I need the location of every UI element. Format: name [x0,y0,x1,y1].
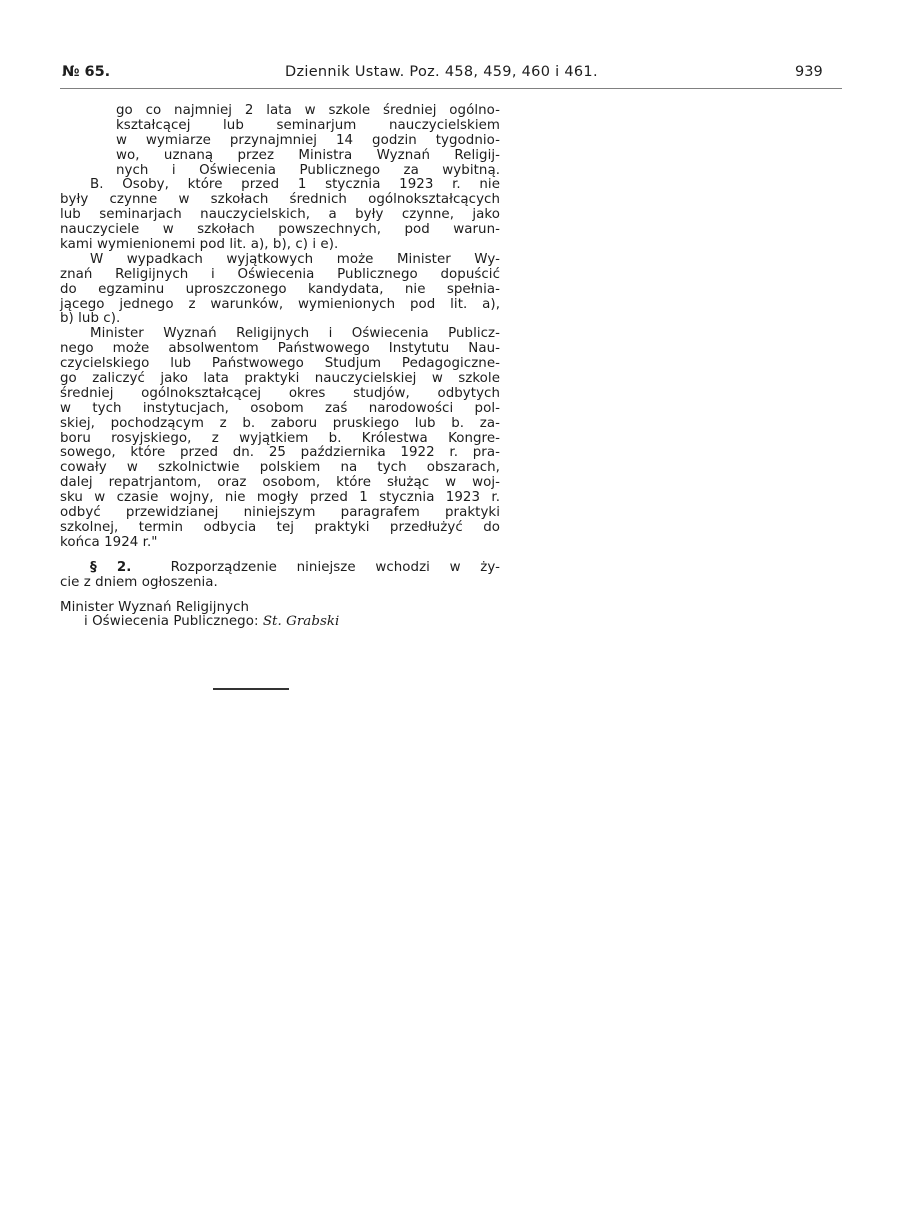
signature-title: Minister Wyznań Religijnych [60,599,250,615]
paragraph-b [60,178,500,252]
text-line: czycielskiego lub Państwowego Studjum Pedagogiczne- [60,356,500,372]
page-number: 939 [795,64,823,80]
section-2 [60,561,500,591]
text-line: go zaliczyć jako lata praktyki nauczycielskiej w szkole [60,371,500,387]
text-line: znań Religijnych i Oświecenia Publicznego dopuścić [60,266,500,282]
text-line: nauczyciele w szkołach powszechnych, pod warun- [60,222,500,238]
text-column [60,104,500,630]
text-line: w wymiarze przynajmniej 14 godzin tygodnio- [116,132,500,148]
signature-block [60,601,500,631]
text-line: go co najmniej 2 lata w szkole średniej ogólno- [116,103,500,118]
text-line: średniej ogólnokształcącej okres studjów, odbytych [60,385,500,401]
text-line: sku w czasie wojny, nie mogły przed 1 stycznia 1923 r. [60,490,500,506]
end-divider [213,688,289,690]
text-line: boru rosyjskiego, z wyjątkiem b. Królestwa Kongre- [60,430,500,446]
text-line: b) lub c). [60,311,121,327]
text-line: jącego jednego z warunków, wymienionych pod lit. a), [60,296,500,312]
text-line: Minister Wyznań Religijnych i Oświecenia Publicz- [90,326,500,342]
text-line: kształcącej lub seminarjum nauczycielskiem [116,117,500,133]
journal-title: Dziennik Ustaw. Poz. 458, 459, 460 i 461. [285,64,598,80]
text-line: B. Osoby, które przed 1 stycznia 1923 r. nie [90,177,500,193]
continuation-paragraph [60,104,500,178]
section-text: Rozporządzenie niniejsze wchodzi w ży- [170,559,500,575]
text-line: cie z dniem ogłoszenia. [60,574,218,590]
signature-line [60,615,500,630]
page-header [0,62,903,86]
text-line: w tych instytucjach, osobom zaś narodowości pol- [60,400,500,416]
signatory-name: St. Grabski [262,614,340,630]
text-line [60,561,500,576]
section-label: § 2. [90,559,132,575]
text-line: kami wymienionemi pod lit. a), b), c) i e). [60,237,339,253]
text-line: nych i Oświecenia Publicznego za wybitną. [116,162,500,178]
paragraph-minister [60,327,500,550]
paragraph-exceptions [60,253,500,327]
text-line: W wypadkach wyjątkowych może Minister Wy- [90,251,500,267]
issue-number: № 65. [62,64,111,80]
text-line: odbyć przewidzianej niniejszym paragrafem praktyki [60,505,500,521]
spacer [60,591,500,601]
text-line: były czynne w szkołach średnich ogólnokształcących [60,192,500,208]
text-line: końca 1924 r." [60,534,158,550]
text-line: do egzaminu uproszczonego kandydata, nie spełnia- [60,281,500,297]
header-divider [60,88,842,89]
text-line: nego może absolwentom Państwowego Instytutu Nau- [60,341,500,357]
text-line: dalej repatrjantom, oraz osobom, które służąc w woj- [60,475,500,491]
text-line: lub seminarjach nauczycielskich, a były czynne, jako [60,207,500,223]
signature-office: i Oświecenia Publicznego: [84,614,259,630]
text-line: szkolnej, termin odbycia tej praktyki przedłużyć do [60,519,500,535]
text-line: sowego, które przed dn. 25 października 1922 r. pra- [60,445,500,461]
text-line: cowały w szkolnictwie polskiem na tych obszarach, [60,460,500,476]
text-line: wo, uznaną przez Ministra Wyznań Religij- [116,147,500,163]
text-line: skiej, pochodzącym z b. zaboru pruskiego lub b. za- [60,415,500,431]
